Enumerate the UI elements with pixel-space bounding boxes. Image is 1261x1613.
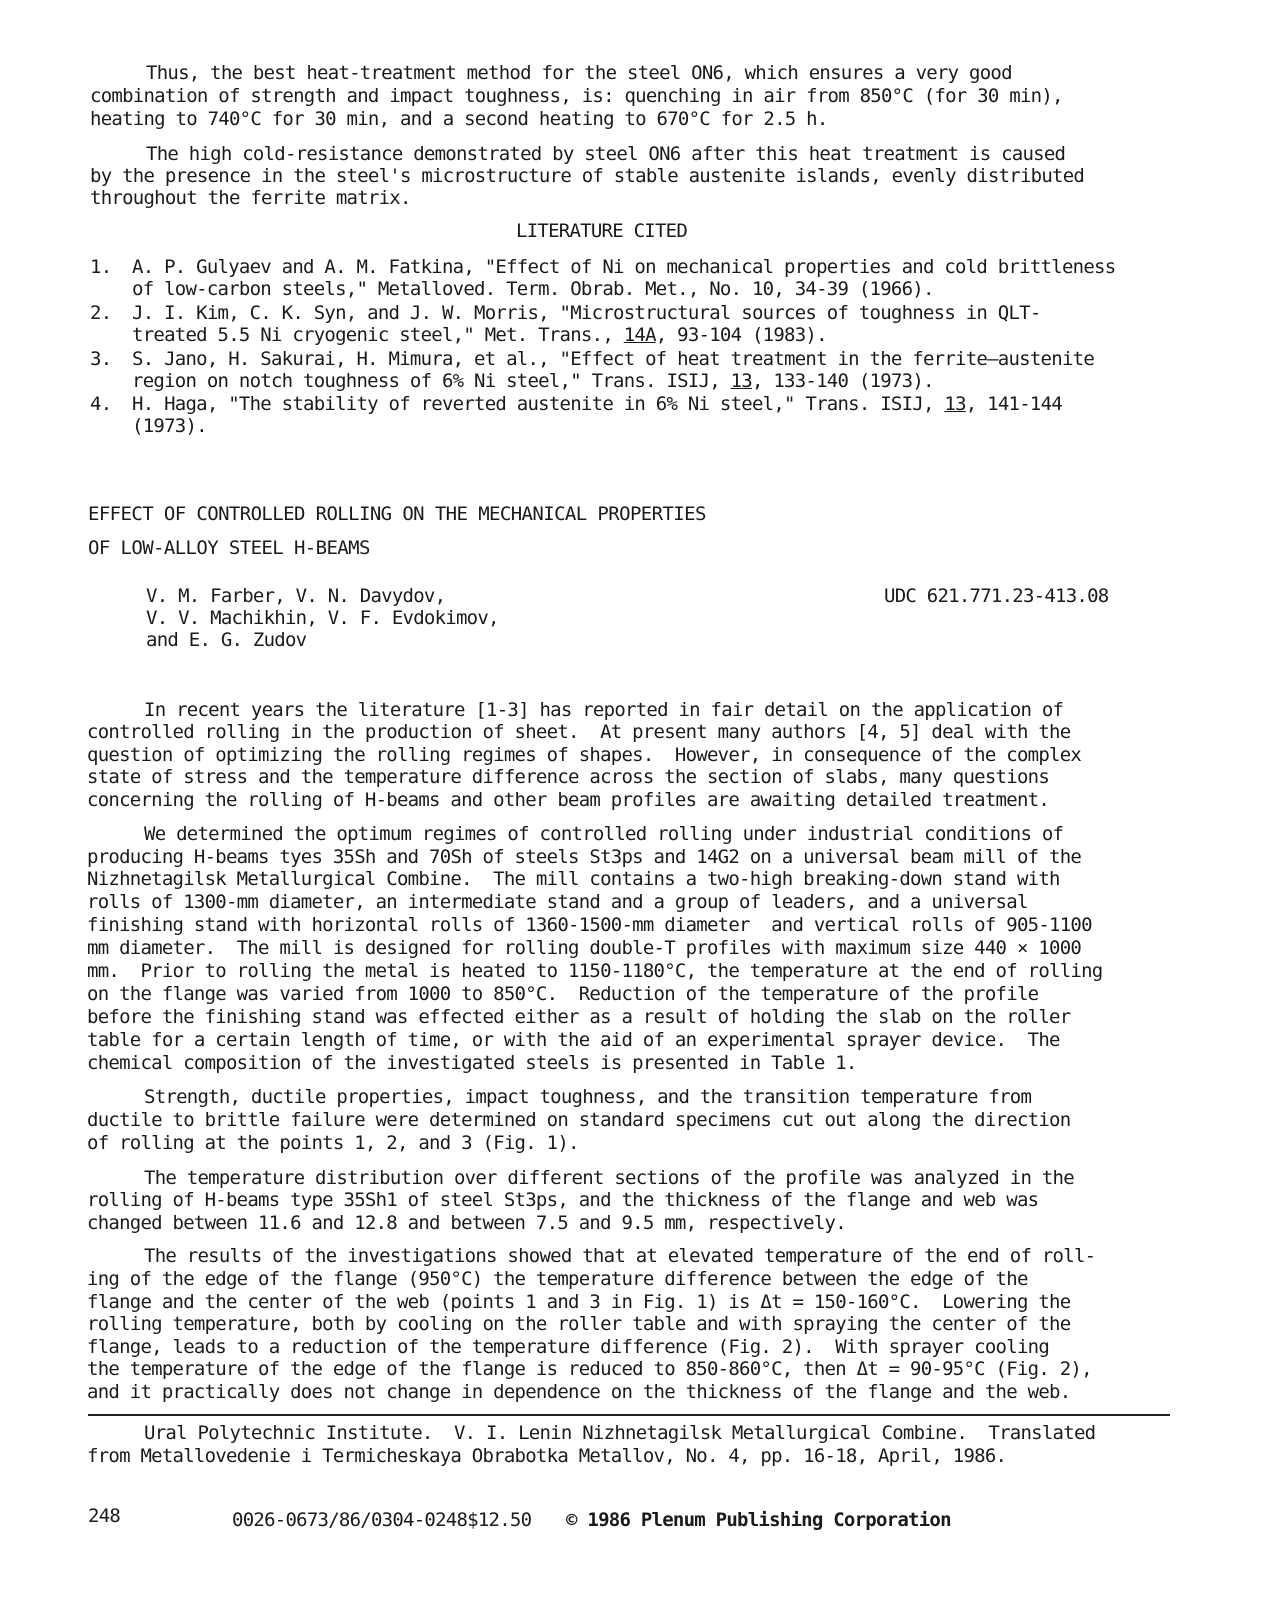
volume-number: 13 xyxy=(730,370,752,392)
text-line: ductile to brittle failure were determined on standard specimens cut out along the direction xyxy=(87,1109,1071,1131)
udc-code: UDC 621.771.23-413.08 xyxy=(884,585,1109,607)
text-line: The high cold-resistance demonstrated by steel ON6 after this heat treatment is caused xyxy=(146,143,1066,165)
author-line: V. V. Machikhin, V. F. Evdokimov, xyxy=(146,607,499,629)
reference-number: 3. xyxy=(90,348,112,370)
text-line: before the finishing stand was effected either as a result of holding the slab on the roller xyxy=(87,1006,1071,1028)
text-line: Strength, ductile properties, impact toughness, and the transition temperature from xyxy=(144,1086,1032,1108)
text-line: We determined the optimum regimes of controlled rolling under industrial conditions of xyxy=(144,823,1064,845)
text-line: concerning the rolling of H-beams and other beam profiles are awaiting detailed treatment. xyxy=(87,789,1050,811)
literature-heading: LITERATURE CITED xyxy=(516,220,688,242)
text-line: Thus, the best heat-treatment method for the steel ON6, which ensures a very good xyxy=(146,62,1012,84)
footnote-divider xyxy=(88,1414,1170,1416)
text-line: table for a certain length of time, or with the aid of an experimental sprayer device. The xyxy=(87,1029,1060,1051)
text-line: on the flange was varied from 1000 to 850°C. Reduction of the temperature of the profile xyxy=(87,983,1039,1005)
reference-number: 4. xyxy=(90,393,112,415)
reference-text: J. I. Kim, C. K. Syn, and J. W. Morris, "Microstructural sources of toughness in QLT- xyxy=(132,302,1041,324)
reference-text: H. Haga, "The stability of reverted austenite in 6% Ni steel," Trans. ISIJ, 13, 141-144 xyxy=(132,393,1062,415)
text-line: by the presence in the steel's microstructure of stable austenite islands, evenly distributed xyxy=(90,165,1085,187)
text-line: combination of strength and impact toughness, is: quenching in air from 850°C (for 30 min), xyxy=(90,85,1063,107)
reference-text: (1973). xyxy=(132,415,207,437)
author-line: and E. G. Zudov xyxy=(146,629,307,651)
title-line: OF LOW-ALLOY STEEL H-BEAMS xyxy=(88,537,370,559)
reference-number: 2. xyxy=(90,302,112,324)
copyright-notice: © 1986 Plenum Publishing Corporation xyxy=(566,1509,951,1531)
text-line: the temperature of the edge of the flange is reduced to 850-860°C, then Δt = 90-95°C (Fig. 2), xyxy=(87,1358,1092,1380)
text-line: from Metallovedenie i Termicheskaya Obrabotka Metallov, No. 4, pp. 16-18, April, 1986. xyxy=(87,1445,1007,1467)
publication-code: 0026-0673/86/0304-0248$12.50 xyxy=(232,1509,532,1531)
text-line: The results of the investigations showed that at elevated temperature of the end of roll- xyxy=(144,1245,1096,1267)
reference-text: S. Jano, H. Sakurai, H. Mimura, et al., "Effect of heat treatment in the ferrite—austenite xyxy=(132,348,1095,370)
reference-text: of low-carbon steels," Metalloved. Term. Obrab. Met., No. 10, 34-39 (1966). xyxy=(132,278,934,300)
text-line: Ural Polytechnic Institute. V. I. Lenin Nizhnetagilsk Metallurgical Combine. Translated xyxy=(144,1422,1096,1444)
text-line: rolling temperature, both by cooling on the roller table and with spraying the center of the xyxy=(87,1313,1071,1335)
reference-text: treated 5.5 Ni cryogenic steel," Met. Trans., 14A, 93-104 (1983). xyxy=(132,324,827,346)
volume-number: 14A xyxy=(623,324,656,346)
text-line: changed between 11.6 and 12.8 and between 7.5 and 9.5 mm, respectively. xyxy=(87,1212,846,1234)
text-line: state of stress and the temperature difference across the section of slabs, many questions xyxy=(87,766,1050,788)
reference-text: A. P. Gulyaev and A. M. Fatkina, "Effect of Ni on mechanical properties and cold brittleness xyxy=(132,256,1116,278)
text-line: ing of the edge of the flange (950°C) the temperature difference between the edge of the xyxy=(87,1268,1028,1290)
text-line: The temperature distribution over different sections of the profile was analyzed in the xyxy=(144,1167,1074,1189)
text-line: In recent years the literature [1-3] has reported in fair detail on the application of xyxy=(144,699,1064,721)
reference-text: region on notch toughness of 6% Ni steel," Trans. ISIJ, 13, 133-140 (1973). xyxy=(132,370,934,392)
text-line: throughout the ferrite matrix. xyxy=(90,187,411,209)
text-line: flange, leads to a reduction of the temperature difference (Fig. 2). With sprayer cooling xyxy=(87,1336,1050,1358)
text-line: rolls of 1300-mm diameter, an intermediate stand and a group of leaders, and a universal xyxy=(87,891,1028,913)
text-line: finishing stand with horizontal rolls of 1360-1500-mm diameter and vertical rolls of 905-1100 xyxy=(87,914,1092,936)
text-line: Nizhnetagilsk Metallurgical Combine. The mill contains a two-high breaking-down stand with xyxy=(87,868,1060,890)
text-line: rolling of H-beams type 35Sh1 of steel St3ps, and the thickness of the flange and web was xyxy=(87,1189,1039,1211)
text-line: flange and the center of the web (points 1 and 3 in Fig. 1) is Δt = 150-160°C. Lowering the xyxy=(87,1291,1071,1313)
text-line: question of optimizing the rolling regimes of shapes. However, in consequence of the complex xyxy=(87,744,1082,766)
text-line: mm diameter. The mill is designed for rolling double-T profiles with maximum size 440 × 1000 xyxy=(87,937,1082,959)
volume-number: 13 xyxy=(944,393,966,415)
text-line: mm. Prior to rolling the metal is heated to 1150-1180°C, the temperature at the end of rolling xyxy=(87,960,1103,982)
title-line: EFFECT OF CONTROLLED ROLLING ON THE MECHANICAL PROPERTIES xyxy=(88,503,706,525)
text-line: of rolling at the points 1, 2, and 3 (Fig. 1). xyxy=(87,1132,579,1154)
text-line: heating to 740°C for 30 min, and a second heating to 670°C for 2.5 h. xyxy=(90,108,828,130)
author-line: V. M. Farber, V. N. Davydov, xyxy=(146,585,446,607)
reference-number: 1. xyxy=(90,256,112,278)
text-line: controlled rolling in the production of sheet. At present many authors [4, 5] deal with the xyxy=(87,721,1071,743)
text-line: chemical composition of the investigated steels is presented in Table 1. xyxy=(87,1052,857,1074)
text-line: producing H-beams tyes 35Sh and 70Sh of steels St3ps and 14G2 on a universal beam mill of the xyxy=(87,846,1082,868)
page-number: 248 xyxy=(88,1505,121,1527)
text-line: and it practically does not change in dependence on the thickness of the flange and the web. xyxy=(87,1381,1071,1403)
